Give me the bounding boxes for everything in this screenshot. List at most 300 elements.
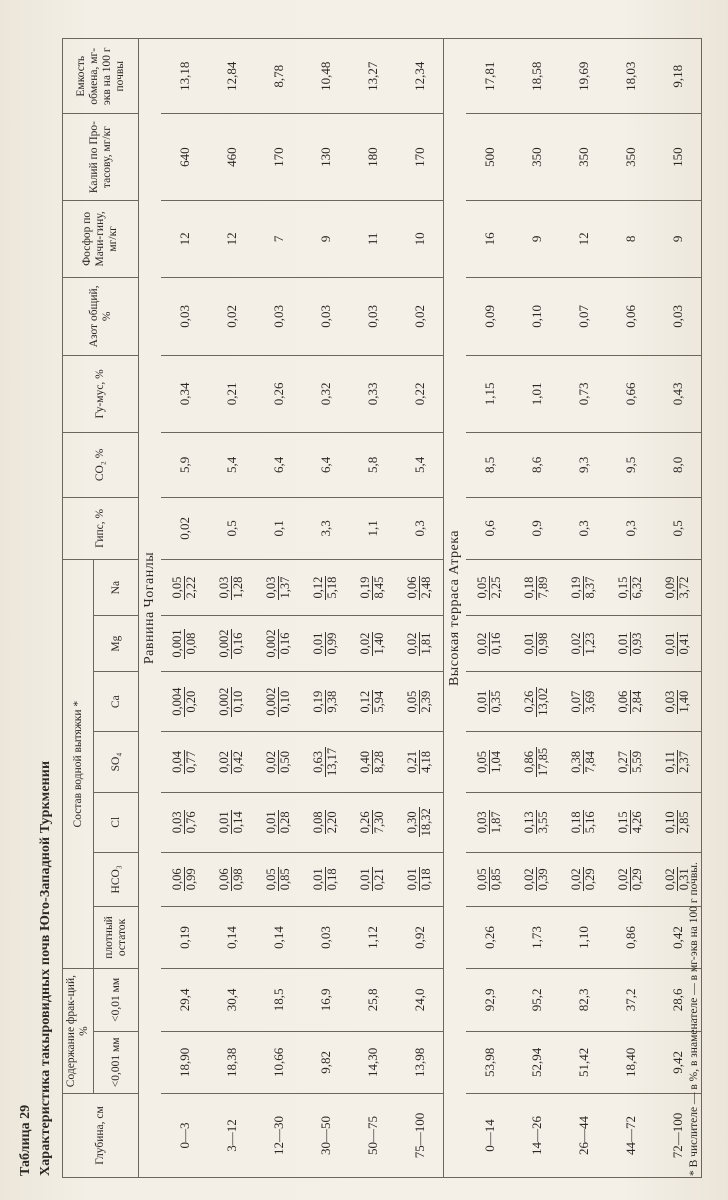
cell-co2: 5,9	[161, 433, 208, 498]
cell-gypsum: 0,6	[466, 497, 513, 559]
cell-f01: 82,3	[560, 969, 607, 1031]
header-hco3: HCO₃	[94, 852, 139, 906]
cell-gypsum: 1,1	[349, 497, 396, 559]
fraction-denominator: 0,29	[629, 868, 644, 891]
cell-capacity: 8,78	[255, 39, 302, 115]
fraction-denominator: 0,21	[371, 868, 386, 891]
header-na: Na	[94, 560, 139, 616]
table-row	[607, 39, 654, 1178]
fraction-denominator: 17,85	[535, 747, 550, 777]
cell-capacity: 19,69	[560, 39, 607, 115]
fraction-numerator: 0,21	[404, 751, 419, 773]
cell-residue: 0,42	[654, 906, 702, 968]
fraction-numerator: 0,002	[216, 629, 231, 658]
fraction-numerator: 0,03	[474, 811, 489, 834]
cell-ca	[607, 672, 654, 732]
cell-phosphorus: 12	[208, 200, 255, 278]
fraction-value	[617, 576, 644, 600]
cell-co2: 6,4	[302, 433, 349, 498]
table-row	[208, 39, 255, 1178]
fraction-numerator: 0,05	[474, 751, 489, 773]
header-fraction-group: Содержание фрак-ций, %	[63, 969, 94, 1094]
fraction-denominator: 2,20	[324, 811, 339, 834]
table-row	[349, 39, 396, 1178]
fraction-value	[359, 576, 386, 600]
fraction-denominator: 0,93	[629, 632, 644, 655]
fraction-denominator: 1,81	[418, 632, 433, 655]
cell-so4	[161, 732, 208, 792]
cell-f001: 18,38	[208, 1031, 255, 1093]
fraction-numerator: 0,12	[357, 690, 372, 713]
cell-nitrogen: 0,02	[396, 278, 444, 356]
table-label: Таблица 29	[18, 1104, 33, 1176]
cell-depth: 75—100	[396, 1094, 444, 1178]
section-title: Равнина Чоганлы	[139, 39, 162, 1178]
cell-capacity: 13,27	[349, 39, 396, 115]
cell-mg	[161, 616, 208, 672]
fraction-numerator: 0,004	[169, 687, 184, 716]
cell-mg	[302, 616, 349, 672]
cell-f001: 13,98	[396, 1031, 444, 1093]
cell-potassium: 500	[466, 114, 513, 200]
fraction-value	[664, 576, 691, 600]
fraction-numerator: 0,06	[169, 868, 184, 891]
fraction-denominator: 0,16	[277, 632, 292, 655]
fraction-value	[406, 576, 433, 600]
cell-humus: 0,22	[396, 355, 444, 433]
section-title: Высокая терраса Атрека	[444, 39, 467, 1178]
cell-nitrogen: 0,03	[349, 278, 396, 356]
cell-f001: 18,90	[161, 1031, 208, 1093]
cell-potassium: 180	[349, 114, 396, 200]
fraction-value	[476, 576, 503, 600]
fraction-denominator: 2,25	[488, 576, 503, 599]
fraction-denominator: 7,84	[582, 751, 597, 773]
fraction-numerator: 0,38	[568, 751, 583, 773]
fraction-denominator: 0,98	[535, 632, 550, 655]
fraction-denominator: 0,42	[230, 751, 245, 773]
cell-depth: 26—44	[560, 1094, 607, 1178]
cell-hco3	[208, 852, 255, 906]
cell-f01: 24,0	[396, 969, 444, 1031]
cell-f001: 53,98	[466, 1031, 513, 1093]
fraction-numerator: 0,63	[312, 747, 326, 777]
cell-f01: 29,4	[161, 969, 208, 1031]
fraction-numerator: 0,26	[357, 811, 372, 834]
fraction-numerator: 0,002	[263, 687, 278, 716]
header-frac-01: <0,01 мм	[94, 969, 139, 1031]
fraction-denominator: 1,04	[488, 751, 503, 773]
cell-depth: 72—100	[654, 1094, 702, 1178]
cell-hco3	[255, 852, 302, 906]
cell-cl	[302, 792, 349, 852]
fraction-value	[359, 750, 386, 774]
cell-cl	[349, 792, 396, 852]
fraction-denominator: 3,69	[582, 690, 597, 713]
section-row	[139, 39, 162, 1178]
cell-mg	[607, 616, 654, 672]
cell-gypsum: 0,02	[161, 497, 208, 559]
fraction-value	[476, 632, 503, 656]
fraction-numerator: 0,002	[263, 629, 278, 658]
fraction-value	[570, 690, 597, 714]
cell-f001: 18,40	[607, 1031, 654, 1093]
cell-cl	[654, 792, 702, 852]
cell-nitrogen: 0,06	[607, 278, 654, 356]
fraction-denominator: 0,18	[418, 868, 433, 891]
cell-humus: 0,66	[607, 355, 654, 433]
cell-depth: 3—12	[208, 1094, 255, 1178]
fraction-denominator: 1,40	[371, 632, 386, 655]
fraction-numerator: 0,40	[357, 751, 372, 773]
cell-mg	[396, 616, 444, 672]
rotated-table-page	[18, 18, 718, 1178]
fraction-numerator: 0,27	[615, 751, 630, 773]
fraction-value	[570, 810, 597, 834]
cell-hco3	[607, 852, 654, 906]
cell-phosphorus: 16	[466, 200, 513, 278]
fraction-value	[617, 867, 644, 891]
cell-capacity: 12,84	[208, 39, 255, 115]
fraction-numerator: 0,06	[216, 868, 231, 891]
fraction-value	[664, 867, 691, 891]
fraction-numerator: 0,03	[662, 690, 677, 713]
cell-cl	[396, 792, 444, 852]
cell-na	[302, 560, 349, 616]
cell-hco3	[302, 852, 349, 906]
header-frac-001: <0,001 мм	[94, 1031, 139, 1093]
cell-na	[208, 560, 255, 616]
cell-residue: 0,03	[302, 906, 349, 968]
header-mg: Mg	[94, 616, 139, 672]
cell-capacity: 13,18	[161, 39, 208, 115]
cell-so4	[607, 732, 654, 792]
fraction-numerator: 0,01	[310, 868, 325, 891]
fraction-value	[171, 687, 198, 717]
fraction-denominator: 5,59	[629, 751, 644, 773]
fraction-numerator: 0,03	[216, 576, 231, 599]
cell-residue: 1,10	[560, 906, 607, 968]
fraction-denominator: 13,02	[535, 687, 550, 716]
header-phosphorus: Фосфор по Мачи-гину, мг/кг	[63, 200, 139, 278]
cell-cl	[208, 792, 255, 852]
fraction-value	[218, 629, 245, 659]
fraction-denominator: 0,85	[488, 868, 503, 891]
header-ca: Ca	[94, 672, 139, 732]
table-row	[396, 39, 444, 1178]
cell-co2: 8,6	[513, 433, 560, 498]
cell-residue: 0,14	[208, 906, 255, 968]
cell-potassium: 170	[255, 114, 302, 200]
cell-f001: 9,82	[302, 1031, 349, 1093]
cell-residue: 1,73	[513, 906, 560, 968]
cell-nitrogen: 0,03	[654, 278, 702, 356]
cell-so4	[208, 732, 255, 792]
cell-ca	[208, 672, 255, 732]
cell-gypsum: 0,5	[654, 497, 702, 559]
cell-co2: 5,4	[208, 433, 255, 498]
fraction-value	[218, 687, 245, 717]
cell-hco3	[161, 852, 208, 906]
cell-ca	[302, 672, 349, 732]
header-depth: Глубина, см	[63, 1094, 139, 1178]
fraction-denominator: 2,84	[629, 690, 644, 713]
cell-nitrogen: 0,09	[466, 278, 513, 356]
fraction-value	[359, 632, 386, 656]
cell-phosphorus: 10	[396, 200, 444, 278]
cell-co2: 9,3	[560, 433, 607, 498]
fraction-numerator: 0,06	[404, 576, 419, 599]
table-row	[302, 39, 349, 1178]
cell-f01: 16,9	[302, 969, 349, 1031]
cell-nitrogen: 0,02	[208, 278, 255, 356]
fraction-value	[312, 867, 339, 891]
fraction-denominator: 4,18	[418, 751, 433, 773]
fraction-denominator: 5,16	[582, 811, 597, 834]
cell-ca	[161, 672, 208, 732]
fraction-numerator: 0,15	[615, 811, 630, 834]
fraction-numerator: 0,19	[568, 576, 583, 599]
cell-ca	[560, 672, 607, 732]
fraction-value	[406, 632, 433, 656]
fraction-numerator: 0,05	[474, 576, 489, 599]
cell-f001: 51,42	[560, 1031, 607, 1093]
fraction-denominator: 5,18	[324, 576, 339, 599]
fraction-denominator: 7,89	[535, 576, 550, 599]
table-title: Характеристика такыровидных почв Юго-Западной Туркмении	[38, 760, 53, 1176]
fraction-value	[218, 810, 245, 834]
fraction-denominator: 18,32	[418, 808, 433, 837]
fraction-denominator: 0,77	[183, 751, 198, 773]
fraction-numerator: 0,01	[615, 632, 630, 655]
fraction-value	[171, 629, 198, 659]
cell-f001: 52,94	[513, 1031, 560, 1093]
fraction-denominator: 9,38	[324, 690, 339, 713]
fraction-value	[570, 576, 597, 600]
fraction-denominator: 0,16	[488, 632, 503, 655]
fraction-denominator: 1,28	[230, 576, 245, 599]
fraction-denominator: 0,16	[230, 632, 245, 655]
fraction-numerator: 0,001	[169, 629, 184, 658]
fraction-numerator: 0,01	[263, 811, 278, 834]
fraction-denominator: 5,94	[371, 690, 386, 713]
cell-cl	[466, 792, 513, 852]
fraction-value	[312, 576, 339, 600]
fraction-denominator: 1,40	[676, 690, 691, 713]
fraction-numerator: 0,04	[169, 751, 184, 773]
cell-mg	[513, 616, 560, 672]
section-row	[444, 39, 467, 1178]
fraction-numerator: 0,05	[474, 868, 489, 891]
table-body	[139, 39, 702, 1178]
cell-co2: 9,5	[607, 433, 654, 498]
fraction-value	[617, 810, 644, 834]
fraction-denominator: 2,39	[418, 690, 433, 713]
fraction-denominator: 0,31	[676, 868, 691, 891]
cell-potassium: 640	[161, 114, 208, 200]
fraction-value	[171, 576, 198, 600]
cell-f001: 9,42	[654, 1031, 702, 1093]
soil-characteristics-table	[62, 38, 702, 1178]
header-humus: Гу-мус, %	[63, 355, 139, 433]
fraction-denominator: 3,72	[676, 576, 691, 599]
fraction-denominator: 0,50	[277, 751, 292, 773]
cell-phosphorus: 9	[513, 200, 560, 278]
fraction-denominator: 0,10	[277, 690, 292, 713]
cell-na	[654, 560, 702, 616]
fraction-numerator: 0,18	[521, 576, 536, 599]
cell-potassium: 350	[607, 114, 654, 200]
cell-f001: 10,66	[255, 1031, 302, 1093]
fraction-numerator: 0,02	[662, 868, 677, 891]
fraction-denominator: 0,98	[230, 868, 245, 891]
fraction-value	[406, 807, 433, 837]
cell-residue: 0,92	[396, 906, 444, 968]
fraction-value	[523, 867, 550, 891]
table-row	[466, 39, 513, 1178]
cell-f01: 95,2	[513, 969, 560, 1031]
fraction-value	[664, 632, 691, 656]
fraction-value	[265, 810, 292, 834]
cell-phosphorus: 11	[349, 200, 396, 278]
fraction-value	[617, 690, 644, 714]
fraction-value	[406, 690, 433, 714]
cell-ca	[466, 672, 513, 732]
cell-phosphorus: 7	[255, 200, 302, 278]
fraction-numerator: 0,09	[662, 576, 677, 599]
fraction-denominator: 8,28	[371, 751, 386, 773]
cell-so4	[396, 732, 444, 792]
fraction-numerator: 0,06	[615, 690, 630, 713]
fraction-denominator: 0,20	[183, 690, 198, 713]
fraction-value	[523, 632, 550, 656]
cell-so4	[349, 732, 396, 792]
cell-mg	[654, 616, 702, 672]
cell-mg	[560, 616, 607, 672]
header-dry-residue: плотный остаток	[94, 906, 139, 968]
fraction-numerator: 0,02	[404, 632, 419, 655]
fraction-numerator: 0,01	[404, 868, 419, 891]
fraction-numerator: 0,18	[568, 811, 583, 834]
fraction-denominator: 0,08	[183, 632, 198, 655]
fraction-value	[218, 867, 245, 891]
cell-nitrogen: 0,03	[161, 278, 208, 356]
cell-na	[349, 560, 396, 616]
cell-potassium: 460	[208, 114, 255, 200]
fraction-value	[570, 632, 597, 656]
fraction-numerator: 0,01	[310, 632, 325, 655]
fraction-numerator: 0,05	[169, 576, 184, 599]
cell-so4	[513, 732, 560, 792]
fraction-numerator: 0,03	[169, 811, 184, 834]
fraction-numerator: 0,02	[263, 751, 278, 773]
cell-hco3	[560, 852, 607, 906]
cell-ca	[255, 672, 302, 732]
fraction-denominator: 1,23	[582, 632, 597, 655]
fraction-value	[265, 576, 292, 600]
header-potassium: Калий по Про-тасову, мг/кг	[63, 114, 139, 200]
fraction-numerator: 0,07	[568, 690, 583, 713]
cell-gypsum: 0,3	[396, 497, 444, 559]
fraction-denominator: 0,18	[324, 868, 339, 891]
cell-humus: 0,26	[255, 355, 302, 433]
fraction-value	[664, 690, 691, 714]
cell-cl	[255, 792, 302, 852]
cell-capacity: 18,58	[513, 39, 560, 115]
fraction-value	[171, 750, 198, 774]
fraction-denominator: 2,85	[676, 811, 691, 834]
cell-capacity: 10,48	[302, 39, 349, 115]
fraction-denominator: 1,37	[277, 576, 292, 599]
cell-f01: 37,2	[607, 969, 654, 1031]
cell-depth: 44—72	[607, 1094, 654, 1178]
cell-phosphorus: 9	[654, 200, 702, 278]
fraction-denominator: 0,41	[676, 632, 691, 655]
cell-nitrogen: 0,10	[513, 278, 560, 356]
fraction-numerator: 0,86	[523, 747, 537, 777]
cell-potassium: 150	[654, 114, 702, 200]
fraction-value	[617, 750, 644, 774]
fraction-value	[265, 867, 292, 891]
fraction-denominator: 4,26	[629, 811, 644, 834]
cell-f01: 25,8	[349, 969, 396, 1031]
cell-so4	[466, 732, 513, 792]
cell-hco3	[396, 852, 444, 906]
cell-f01: 30,4	[208, 969, 255, 1031]
fraction-denominator: 0,99	[183, 868, 198, 891]
fraction-denominator: 2,37	[676, 751, 691, 773]
fraction-numerator: 0,26	[523, 687, 537, 717]
cell-hco3	[513, 852, 560, 906]
cell-depth: 0—3	[161, 1094, 208, 1178]
cell-humus: 1,01	[513, 355, 560, 433]
fraction-denominator: 0,39	[535, 868, 550, 891]
header-capacity: Емкость обмена, мг-экв на 100 г почвы	[63, 39, 139, 115]
cell-na	[560, 560, 607, 616]
fraction-value	[523, 576, 550, 600]
fraction-numerator: 0,08	[310, 811, 325, 834]
fraction-numerator: 0,02	[568, 632, 583, 655]
fraction-value	[406, 750, 433, 774]
fraction-numerator: 0,02	[474, 632, 489, 655]
fraction-denominator: 1,87	[488, 811, 503, 834]
cell-f01: 28,6	[654, 969, 702, 1031]
cell-phosphorus: 12	[560, 200, 607, 278]
fraction-numerator: 0,10	[662, 811, 677, 834]
cell-na	[396, 560, 444, 616]
table-row	[255, 39, 302, 1178]
header-so4: SO₄	[94, 732, 139, 792]
fraction-denominator: 0,29	[582, 868, 597, 891]
fraction-value	[523, 747, 550, 777]
cell-depth: 12—30	[255, 1094, 302, 1178]
fraction-numerator: 0,02	[568, 868, 583, 891]
cell-co2: 8,5	[466, 433, 513, 498]
fraction-numerator: 0,01	[521, 632, 536, 655]
cell-capacity: 12,34	[396, 39, 444, 115]
cell-mg	[255, 616, 302, 672]
footnote: * В числителе — в %, в знаменателе — в мг-экв на 100 г почвы.	[688, 862, 700, 1176]
fraction-denominator: 0,35	[488, 690, 503, 713]
cell-na	[161, 560, 208, 616]
cell-potassium: 170	[396, 114, 444, 200]
cell-cl	[560, 792, 607, 852]
cell-residue: 0,86	[607, 906, 654, 968]
cell-f01: 92,9	[466, 969, 513, 1031]
cell-gypsum: 0,5	[208, 497, 255, 559]
fraction-value	[406, 867, 433, 891]
header-gypsum: Гипс, %	[63, 497, 139, 559]
